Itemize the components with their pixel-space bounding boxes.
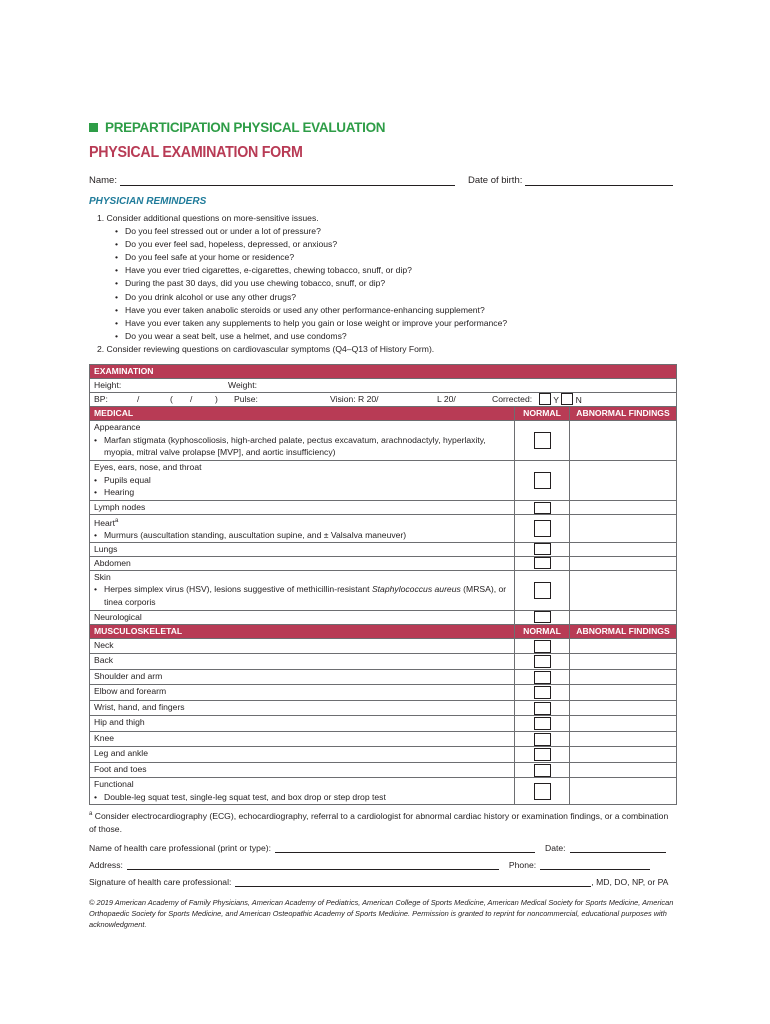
reminder-bullet: • During the past 30 days, did you use chewing tobacco, snuff, or dip? bbox=[89, 277, 677, 290]
skin-label: Skin bbox=[94, 571, 111, 582]
address-row bbox=[89, 857, 677, 870]
physician-reminders-list bbox=[89, 212, 677, 356]
program-title: PREPARTICIPATION PHYSICAL EVALUATION bbox=[105, 119, 386, 135]
normal-checkbox[interactable] bbox=[534, 702, 551, 715]
examination-header bbox=[90, 365, 677, 379]
program-header bbox=[89, 118, 677, 136]
abdomen-row bbox=[90, 556, 677, 570]
abnormal-findings-field[interactable] bbox=[570, 570, 677, 610]
msk-row: Hip and thigh bbox=[90, 716, 677, 732]
normal-checkbox[interactable] bbox=[534, 557, 551, 569]
abnormal-findings-field[interactable] bbox=[570, 638, 677, 654]
vitals-row bbox=[90, 393, 677, 407]
lungs-row bbox=[90, 542, 677, 556]
heart-row bbox=[90, 515, 677, 543]
examination-table bbox=[89, 364, 677, 805]
hcp-name-field[interactable] bbox=[275, 842, 535, 853]
abnormal-findings-field[interactable] bbox=[570, 669, 677, 685]
murmurs-item: • Murmurs (auscultation standing, auscultation supine, and ± Valsalva maneuver) bbox=[94, 529, 510, 542]
copyright-notice: © 2019 American Academy of Family Physicians, American Academy of Pediatrics, American College of Sports Medicine, American Medical Society for Sports Medicine, American Orthopaedic Society for Sports Medicine, and American Osteopathic Academy of Sports Medicine. Permission is granted to reprint for noncommercial, educational purposes with acknowledgment. bbox=[89, 898, 674, 930]
abnormal-column-header: ABNORMAL FINDINGS bbox=[570, 624, 677, 638]
reminder-bullet: • Have you ever taken any supplements to help you gain or lose weight or improve your performance? bbox=[89, 317, 677, 330]
abnormal-findings-field[interactable] bbox=[570, 778, 677, 805]
abnormal-findings-field[interactable] bbox=[570, 747, 677, 763]
normal-checkbox[interactable] bbox=[534, 717, 551, 730]
hcp-name-label: Name of health care professional (print or type): bbox=[89, 843, 271, 854]
signature-row bbox=[89, 874, 677, 887]
msk-row: Wrist, hand, and fingers bbox=[90, 700, 677, 716]
corrected-no-checkbox[interactable] bbox=[561, 393, 573, 405]
abnormal-findings-field[interactable] bbox=[570, 654, 677, 670]
corrected-yes-checkbox[interactable] bbox=[539, 393, 551, 405]
normal-checkbox[interactable] bbox=[534, 783, 551, 800]
reminder-bullet: • Do you wear a seat belt, use a helmet, and use condoms? bbox=[89, 330, 677, 343]
reminder-bullet: • Do you drink alcohol or use any other drugs? bbox=[89, 291, 677, 304]
abnormal-findings-field[interactable] bbox=[570, 731, 677, 747]
green-square-icon bbox=[89, 123, 98, 132]
examination-section-label: EXAMINATION bbox=[90, 365, 677, 379]
msk-row: Shoulder and arm bbox=[90, 669, 677, 685]
phone-label: Phone: bbox=[508, 860, 537, 871]
msk-row: Leg and ankle bbox=[90, 747, 677, 763]
msk-row: Neck bbox=[90, 638, 677, 654]
normal-checkbox[interactable] bbox=[534, 520, 551, 537]
normal-checkbox[interactable] bbox=[534, 502, 551, 514]
eent-label: Eyes, ears, nose, and throat bbox=[94, 462, 202, 473]
abnormal-findings-field[interactable] bbox=[570, 515, 677, 543]
date-field[interactable] bbox=[570, 842, 666, 853]
normal-checkbox[interactable] bbox=[534, 611, 551, 623]
signature-field[interactable] bbox=[235, 876, 591, 887]
abnormal-findings-field[interactable] bbox=[570, 700, 677, 716]
msk-row: Elbow and forearm bbox=[90, 685, 677, 701]
footnote: $^a$ Consider electrocardiography (ECG), echocardiography, referral to a cardiologist for abnormal cardiac history or examination findings, or a combination of those. bbox=[89, 811, 669, 835]
bp-separator: / bbox=[137, 394, 140, 405]
msk-row: Knee bbox=[90, 731, 677, 747]
date-label: Date: bbox=[545, 843, 566, 854]
corrected-yes-label: Y bbox=[553, 395, 559, 406]
reminder-bullet: • Have you ever taken anabolic steroids or used any other performance-enhancing supplement? bbox=[89, 304, 677, 317]
abnormal-findings-field[interactable] bbox=[570, 610, 677, 624]
eent-row bbox=[90, 461, 677, 501]
appearance-row bbox=[90, 421, 677, 461]
normal-checkbox[interactable] bbox=[534, 671, 551, 684]
functional-label: Functional bbox=[94, 779, 134, 790]
hsv-item: • Herpes simplex virus (HSV), lesions suggestive of methicillin-resistant Staphylococcus aureus (MRSA), or tinea corporis bbox=[94, 583, 510, 608]
abnormal-findings-field[interactable] bbox=[570, 501, 677, 515]
reminder-bullet: • Do you feel stressed out or under a lot of pressure? bbox=[89, 225, 677, 238]
abnormal-findings-field[interactable] bbox=[570, 556, 677, 570]
marfan-item: • Marfan stigmata (kyphoscoliosis, high-arched palate, pectus excavatum, arachnodactyly, hyperlaxity, myopia, mitral valve prolapse [MVP], and aortic insufficiency) bbox=[94, 434, 510, 459]
reminder-bullet: • Do you ever feel sad, hopeless, depressed, or anxious? bbox=[89, 238, 677, 251]
vision-right-label: Vision: R 20/ bbox=[330, 394, 379, 405]
name-label: Name: bbox=[89, 175, 117, 186]
lymph-label: Lymph nodes bbox=[90, 501, 515, 515]
abnormal-findings-field[interactable] bbox=[570, 421, 677, 461]
reminder-item-2: 2. Consider reviewing questions on cardiovascular symptoms (Q4–Q13 of History Form). bbox=[97, 343, 435, 354]
neuro-label: Neurological bbox=[90, 610, 515, 624]
bp-separator: / bbox=[190, 394, 193, 405]
dob-field[interactable] bbox=[525, 175, 673, 186]
abnormal-findings-field[interactable] bbox=[570, 461, 677, 501]
vision-left-label: L 20/ bbox=[437, 394, 456, 405]
msk-section-label: MUSCULOSKELETAL bbox=[90, 624, 515, 638]
normal-checkbox[interactable] bbox=[534, 472, 551, 489]
name-field[interactable] bbox=[120, 175, 455, 186]
lymph-row bbox=[90, 501, 677, 515]
normal-checkbox[interactable] bbox=[534, 582, 551, 599]
pulse-label: Pulse: bbox=[234, 394, 258, 405]
bp-label: BP: bbox=[94, 394, 108, 405]
abnormal-findings-field[interactable] bbox=[570, 762, 677, 778]
height-weight-row bbox=[90, 379, 677, 393]
corrected-label: Corrected: bbox=[492, 394, 533, 405]
normal-column-header: NORMAL bbox=[515, 624, 570, 638]
msk-row: Foot and toes bbox=[90, 762, 677, 778]
address-field[interactable] bbox=[127, 859, 499, 870]
normal-checkbox[interactable] bbox=[534, 543, 551, 555]
medical-section-label: MEDICAL bbox=[90, 407, 515, 421]
msk-row: Back bbox=[90, 654, 677, 670]
normal-checkbox[interactable] bbox=[534, 733, 551, 746]
form-title: PHYSICAL EXAMINATION FORM bbox=[89, 144, 303, 161]
pupils-item: • Pupils equal bbox=[94, 474, 510, 487]
reminder-bullet: • Have you ever tried cigarettes, e-cigarettes, chewing tobacco, snuff, or dip? bbox=[89, 264, 677, 277]
abnormal-findings-field[interactable] bbox=[570, 542, 677, 556]
medical-header bbox=[90, 407, 677, 421]
reminder-bullet: • Do you feel safe at your home or residence? bbox=[89, 251, 677, 264]
normal-checkbox[interactable] bbox=[534, 655, 551, 668]
abnormal-findings-field[interactable] bbox=[570, 716, 677, 732]
musculoskeletal-header bbox=[90, 624, 677, 638]
bp-paren: ( bbox=[170, 394, 173, 405]
patient-info-row bbox=[89, 172, 677, 186]
abnormal-findings-field[interactable] bbox=[570, 685, 677, 701]
abnormal-column-header: ABNORMAL FINDINGS bbox=[570, 407, 677, 421]
signature-label: Signature of health care professional: bbox=[89, 877, 232, 888]
normal-checkbox[interactable] bbox=[534, 748, 551, 761]
hcp-name-row bbox=[89, 840, 677, 853]
reminder-item-1: 1. Consider additional questions on more-sensitive issues. bbox=[97, 213, 319, 223]
functional-row bbox=[90, 778, 677, 805]
neuro-row bbox=[90, 610, 677, 624]
functional-item: • Double-leg squat test, single-leg squat test, and box drop or step drop test bbox=[94, 791, 510, 804]
lungs-label: Lungs bbox=[90, 542, 515, 556]
physician-reminders-title: PHYSICIAN REMINDERS bbox=[89, 196, 207, 207]
hearing-item: • Hearing bbox=[94, 486, 510, 499]
weight-label: Weight: bbox=[228, 380, 257, 391]
phone-field[interactable] bbox=[540, 859, 650, 870]
height-label: Height: bbox=[94, 380, 122, 391]
skin-row bbox=[90, 570, 677, 610]
bp-paren: ) bbox=[215, 394, 218, 405]
address-label: Address: bbox=[89, 860, 123, 871]
normal-checkbox[interactable] bbox=[534, 686, 551, 699]
corrected-no-label: N bbox=[575, 395, 582, 406]
normal-checkbox[interactable] bbox=[534, 764, 551, 777]
physical-exam-form bbox=[89, 118, 677, 930]
abdomen-label: Abdomen bbox=[90, 556, 515, 570]
dob-label: Date of birth: bbox=[467, 175, 523, 186]
appearance-label: Appearance bbox=[94, 422, 141, 433]
normal-checkbox[interactable] bbox=[534, 640, 551, 653]
normal-checkbox[interactable] bbox=[534, 432, 551, 449]
heart-label: Heart$^a$ bbox=[94, 517, 119, 528]
normal-column-header: NORMAL bbox=[515, 407, 570, 421]
credentials-label: , MD, DO, NP, or PA bbox=[591, 877, 669, 888]
